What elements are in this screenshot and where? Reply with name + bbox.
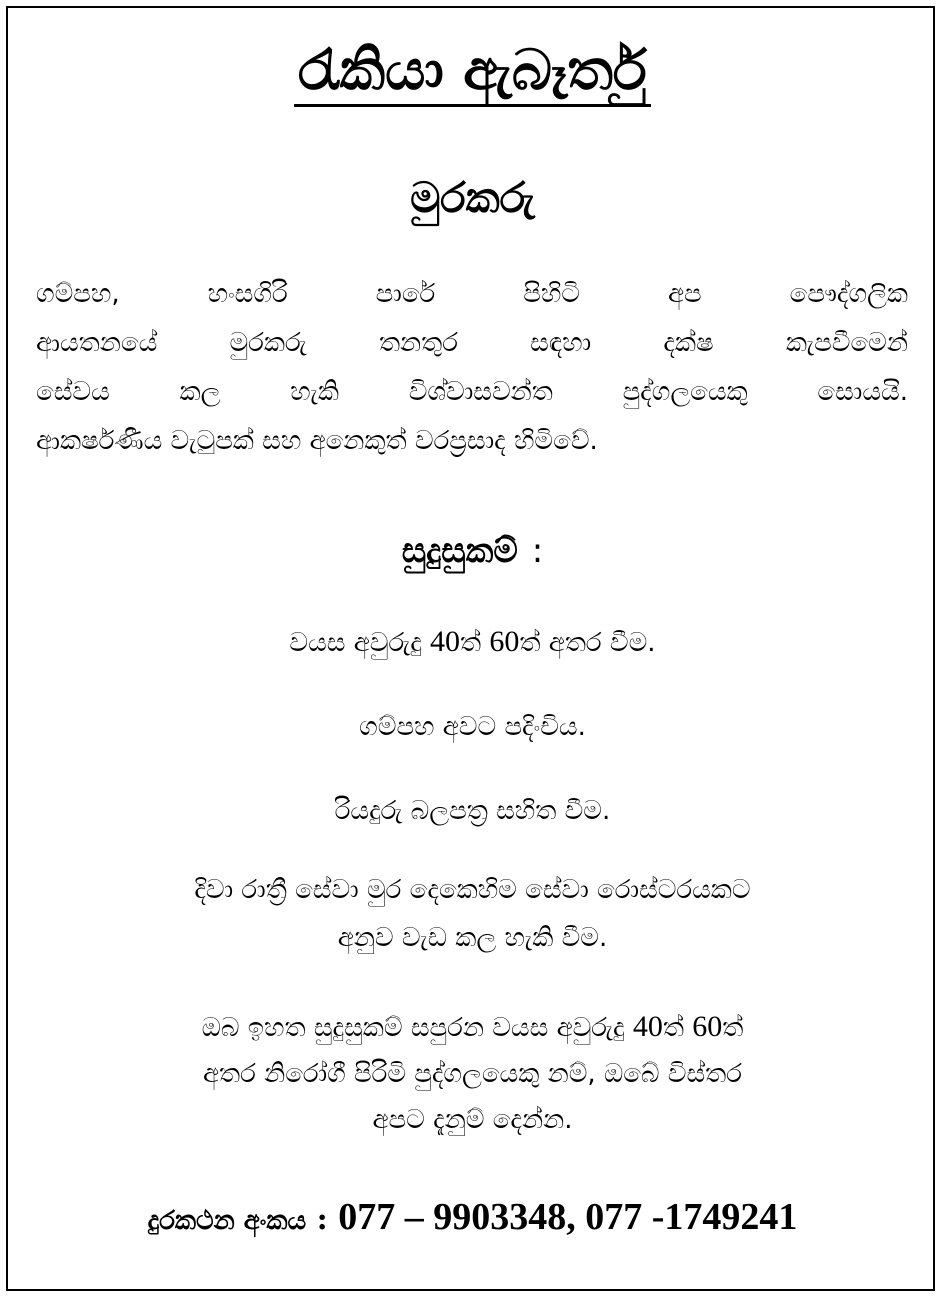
intro-paragraph [36, 270, 908, 466]
requirement-line: අනුව වැඩ කල හැකි වීම. [337, 923, 608, 953]
ad-title-text: රැකියා ඇබෑර්තු [294, 38, 651, 107]
job-position: මුරකරු [410, 173, 535, 222]
qualifications-colon: : [531, 531, 544, 571]
phone-label: දුරකථන අංකය [147, 1206, 307, 1236]
requirement-text: ත් අතර වීම. [519, 628, 656, 658]
intro-line: ආකර්ෂණීය වැටුපක් සහ අනෙකුත් වරප්‍රසාද හිමිවේ. [36, 426, 598, 456]
requirement-residence: ගම්පහ අවට පදිංචිය. [359, 712, 586, 742]
closing-line: අපට දැනුම් දෙන්න. [372, 1105, 573, 1135]
closing-line [0, 1004, 945, 1051]
age-max: 60 [489, 625, 520, 658]
intro-line: සේවය කල හැකි විශ්වාසවන්ත පුද්ගලයෙකු සොයයි. [36, 377, 908, 407]
requirement-text: ත් [460, 628, 490, 658]
requirement-license: රියදුරු බලපත්‍ර සහිත වීම. [334, 796, 611, 826]
phone-separator: : [306, 1202, 339, 1237]
qualifications-heading [0, 526, 945, 576]
requirement-line: දිවා රාත්‍රී සේවා මුර දෙකෙහිම සේවා රොස්ටරයකට [194, 875, 751, 905]
closing-age-min: 40 [632, 1010, 663, 1043]
closing-age-max: 60 [692, 1010, 723, 1043]
age-min: 40 [430, 625, 461, 658]
closing-paragraph [0, 1004, 945, 1143]
phone-numbers[interactable]: 077 – 9903348, 077 -1749241 [338, 1196, 798, 1238]
requirement-age [0, 618, 945, 667]
requirement-text: වයස අවුරුදු [289, 628, 431, 658]
closing-text: ත් [722, 1013, 744, 1043]
closing-text: ඔබ ඉහත සුදුසුකම් සපුරන වයස අවුරුදු [201, 1013, 633, 1043]
closing-line: අතර නිරෝගී පිරිමි පුද්ගලයෙකු නම්, ඔබේ විස්තර [202, 1059, 742, 1089]
requirement-shifts [0, 866, 945, 962]
closing-text: ත් [662, 1013, 693, 1043]
intro-line: ආයතනයේ මුරකරු තනතුර සඳහා දක්ෂ කැපවීමෙන් [36, 328, 908, 358]
qualifications-heading-text: සුදුසුකම් [401, 531, 518, 571]
contact-info [0, 1190, 945, 1248]
ad-title [0, 36, 945, 107]
intro-line: ගම්පහ, හංසගිරි පාරේ පිහිටි අප පෞද්ගලික [36, 279, 908, 309]
